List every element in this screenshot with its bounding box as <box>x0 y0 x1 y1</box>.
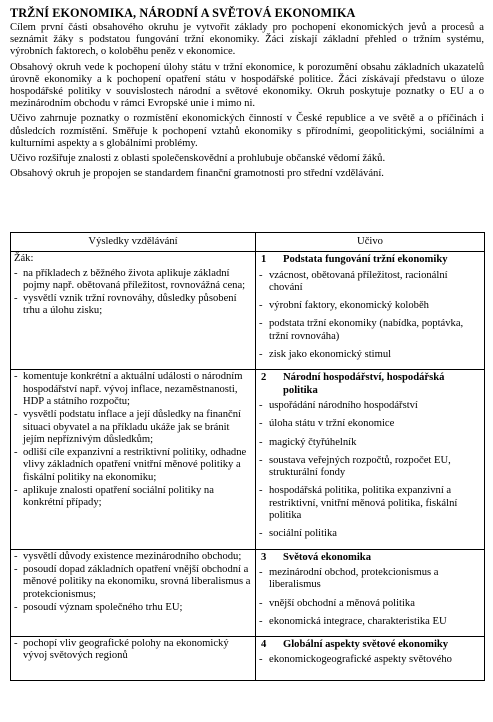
results-cell <box>11 252 256 370</box>
list-item: - vysvětlí vznik tržní rovnováhy, důsledky působení trhu a úlohu zisku; <box>14 293 252 318</box>
topic-heading <box>259 639 481 651</box>
topic-heading <box>259 372 481 397</box>
list-item: - sociální politika <box>259 528 481 540</box>
topic-title: Podstata fungování tržní ekonomiky <box>283 254 448 266</box>
results-cell <box>11 370 256 549</box>
curriculum-table <box>10 232 485 681</box>
curriculum-cell <box>256 252 485 370</box>
list-item: - pochopí vliv geografické polohy na ekonomický vývoj světových regionů <box>14 638 252 663</box>
topic-title: Národní hospodářství, hospodářská politika <box>283 372 445 396</box>
list-item: - magický čtyřúhelník <box>259 437 481 449</box>
topic-heading <box>259 254 481 266</box>
topic-title: Světová ekonomika <box>283 551 371 563</box>
list-item: - zisk jako ekonomický stimul <box>259 349 481 361</box>
results-cell <box>11 637 256 681</box>
list-item: - podstata tržní ekonomiky (nabídka, poptávka, tržní rovnováha) <box>259 318 481 343</box>
results-list <box>14 551 252 614</box>
intro-paragraph: Obsahový okruh vede k pochopení úlohy státu v tržní ekonomice, k porozumění obsahu základních ukazatelů úrovně ekonomiky a k pochopení opatření státu v hospodářské politice. Žáci získávají představu o úloze hospodářské politiky v souvislostech národní a světové ekonomiky. Okruh poskytuje poznatky o EU a o mezinárodním obchodu v rámci Evropské unie i mimo ni. <box>10 61 484 110</box>
results-cell <box>11 549 256 636</box>
curriculum-list <box>259 567 481 628</box>
curriculum-cell <box>256 549 485 636</box>
topic-number: 3 <box>261 551 267 563</box>
intro-paragraph: Učivo rozšiřuje znalosti z oblasti společenskovědní a prohlubuje občanské vědomí žáků. <box>10 153 386 165</box>
header-curriculum: Učivo <box>256 233 485 252</box>
curriculum-cell <box>256 637 485 681</box>
list-item: - soustava veřejných rozpočtů, rozpočet EU, strukturální fondy <box>259 455 481 480</box>
table-row <box>11 370 485 549</box>
list-item: - ekonomická integrace, charakteristika EU <box>259 616 481 628</box>
intro-paragraph: Učivo zahrnuje poznatky o rozmístění ekonomických činností v České republice a ve světě a o příčinách i důsledcích rozmístění. Směřuje k pochopení vztahů ekonomiky s přírodními, geopolitickými, sociálními a kulturními aspekty a s globálními problémy. <box>10 113 484 149</box>
header-results: Výsledky vzdělávání <box>11 233 256 252</box>
table-row <box>11 252 485 370</box>
list-item: - posoudí dopad základních opatření vnější obchodní a měnové politiky na ekonomiku, srovná liberalismus a protekcionismus; <box>14 564 252 601</box>
intro-paragraph: Cílem první části obsahového okruhu je vytvořit základy pro pochopení ekonomických jevů a procesů a seznámit žáky s podstatou fungování tržní ekonomiky. Žáci získají základní přehled o tržním systému, výrobních faktorech, o koloběhu peněz v ekonomice. <box>10 22 484 58</box>
topic-heading <box>259 552 481 564</box>
curriculum-list <box>259 270 481 362</box>
intro-section <box>10 22 484 180</box>
results-list <box>14 268 252 318</box>
list-item: - odliší cíle expanzivní a restriktivní politiky, odhadne vlivy základních opatření vnitřní měnové politiky a fiskální politiky na ekonomiku; <box>14 447 252 484</box>
list-item: - vysvětlí důvody existence mezinárodního obchodu; <box>14 551 252 563</box>
list-item: - aplikuje znalosti opatření sociální politiky na konkrétní případy; <box>14 485 252 510</box>
list-item: - hospodářská politika, politika expanzivní a restriktivní, vnitřní měnová politika, fiskální politika <box>259 485 481 522</box>
table-row <box>11 637 485 681</box>
list-item: - na příkladech z běžného života aplikuje základní pojmy např. obětovaná příležitost, rovnovážná cena; <box>14 268 252 293</box>
curriculum-list <box>259 654 481 666</box>
student-label: Žák: <box>14 253 34 265</box>
table-row <box>11 549 485 636</box>
list-item: - posoudí význam společného trhu EU; <box>14 602 252 614</box>
intro-paragraph: Obsahový okruh je propojen se standardem finanční gramotnosti pro střední vzdělávání. <box>10 168 384 180</box>
list-item: - vzácnost, obětovaná příležitost, racionální chování <box>259 270 481 295</box>
list-item: - vysvětlí podstatu inflace a její důsledky na finanční situaci obyvatel a na příkladu ukáže jak se bránit jejím nepříznivým důsledkům; <box>14 409 252 446</box>
results-list <box>14 371 252 509</box>
list-item: - komentuje konkrétní a aktuální události o národním hospodářství např. vývoj inflace, nezaměstnanosti, HDP a státního rozpočtu; <box>14 371 252 408</box>
list-item: - uspořádání národního hospodářství <box>259 400 481 412</box>
topic-title: Globální aspekty světové ekonomiky <box>283 639 449 651</box>
curriculum-cell <box>256 370 485 549</box>
list-item: - vnější obchodní a měnová politika <box>259 598 481 610</box>
curriculum-list <box>259 400 481 541</box>
topic-number: 2 <box>261 372 267 384</box>
results-list <box>14 638 252 663</box>
table-header-row <box>11 233 485 252</box>
list-item: - ekonomickogeografické aspekty světového <box>259 654 481 666</box>
list-item: - výrobní faktory, ekonomický koloběh <box>259 300 481 312</box>
list-item: - mezinárodní obchod, protekcionismus a liberalismus <box>259 567 481 592</box>
topic-number: 1 <box>261 254 267 266</box>
page-title: TRŽNÍ EKONOMIKA, NÁRODNÍ A SVĚTOVÁ EKONOMIKA <box>10 6 356 20</box>
list-item: - úloha státu v tržní ekonomice <box>259 418 481 430</box>
topic-number: 4 <box>261 639 267 651</box>
document-body <box>10 6 484 183</box>
